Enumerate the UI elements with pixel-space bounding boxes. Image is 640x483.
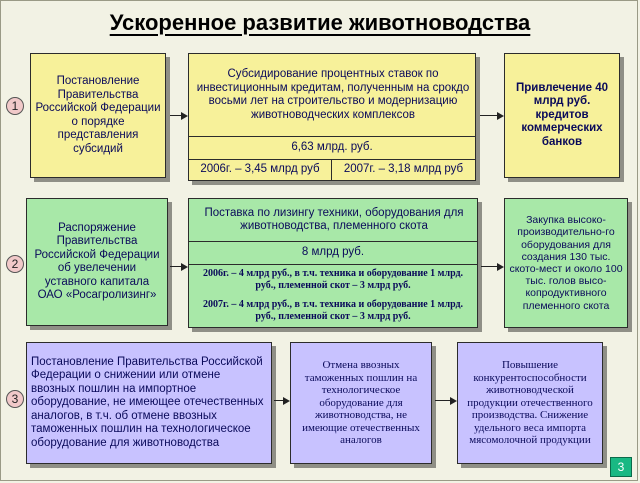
- row-1-decree-box: Постановление Правительства Российской Федерации о порядке представления субсидий: [30, 53, 166, 178]
- row-2-decree-box: Распоряжение Правительства Российской Федерации об увелечении уставного капитала ОАО «Росагролизинг»: [26, 198, 168, 326]
- row-2-arrow-2: [481, 263, 504, 271]
- row-1-year-2007: 2007г. – 3,18 млрд руб: [343, 163, 464, 176]
- row-1-total: 6,63 млрд. руб.: [291, 141, 373, 154]
- row-3-arrow-2: [435, 397, 457, 405]
- page-number-badge: 3: [610, 457, 632, 477]
- row-2-leasing-text: Поставка по лизингу техники, оборудования для животноводства, племенного скота: [204, 206, 464, 232]
- row-1-result-box: Привлечение 40 млрд руб. кредитов коммерческих банков: [504, 53, 620, 178]
- row-1-year-2006: 2006г. – 3,45 млрд руб: [200, 163, 320, 176]
- row-2-year-2006: 2006г. – 4 млрд руб., в т.ч. техника и оборудование 1 млрд. руб., племенной скот – 3 млрд руб.: [202, 268, 464, 291]
- row-1-subsidy-text: Субсидирование процентных ставок по инвестиционным кредитам, полученным на срокдо восьми лет на строительство и модернизацию животноводческих комплексов: [196, 68, 470, 121]
- row-1-subsidy-box: [188, 53, 476, 181]
- row-1-arrow-1: [170, 112, 188, 120]
- row-3-arrow-1: [274, 397, 290, 405]
- row-1-arrow-2: [480, 112, 504, 120]
- row-2-arrow-1: [170, 263, 188, 271]
- row-2-result-box: Закупка высоко-производительно-го оборудования для создания 130 тыс. ското-мест и около 100 тыс. голов высо-копродуктивного племенного скота: [504, 198, 628, 328]
- row-2-number: 2: [6, 255, 24, 273]
- row-2-leasing-box: [188, 198, 478, 328]
- row-3-number: 3: [6, 390, 24, 408]
- row-2-year-2007: 2007г. – 4 млрд руб., в т.ч. техника и оборудование 1 млрд. руб., племенной скот – 3 млрд руб.: [202, 299, 464, 322]
- row-3-result-box: Повышение конкурентоспособности животноводческой продукции отечественного производства. Снижение удельного веса импорта мясомолочной продукции: [457, 342, 603, 464]
- page-title: Ускоренное развитие животноводства: [109, 10, 531, 35]
- row-3-duty-box: Отмена ввозных таможенных пошлин на технологическое оборудование для животноводства, не имеющие отечественных аналогов: [290, 342, 432, 464]
- row-3-decree-box: Постановление Правительства Российской Федерации о снижении или отмене ввозных пошлин на импортное оборудование, не имеющее отечественных аналогов, в т.ч. об отмене ввозных таможенных пошлин на технологическое оборудование для животноводства: [26, 342, 272, 464]
- row-1-number: 1: [6, 97, 24, 115]
- row-2-total: 8 млрд руб.: [301, 246, 365, 259]
